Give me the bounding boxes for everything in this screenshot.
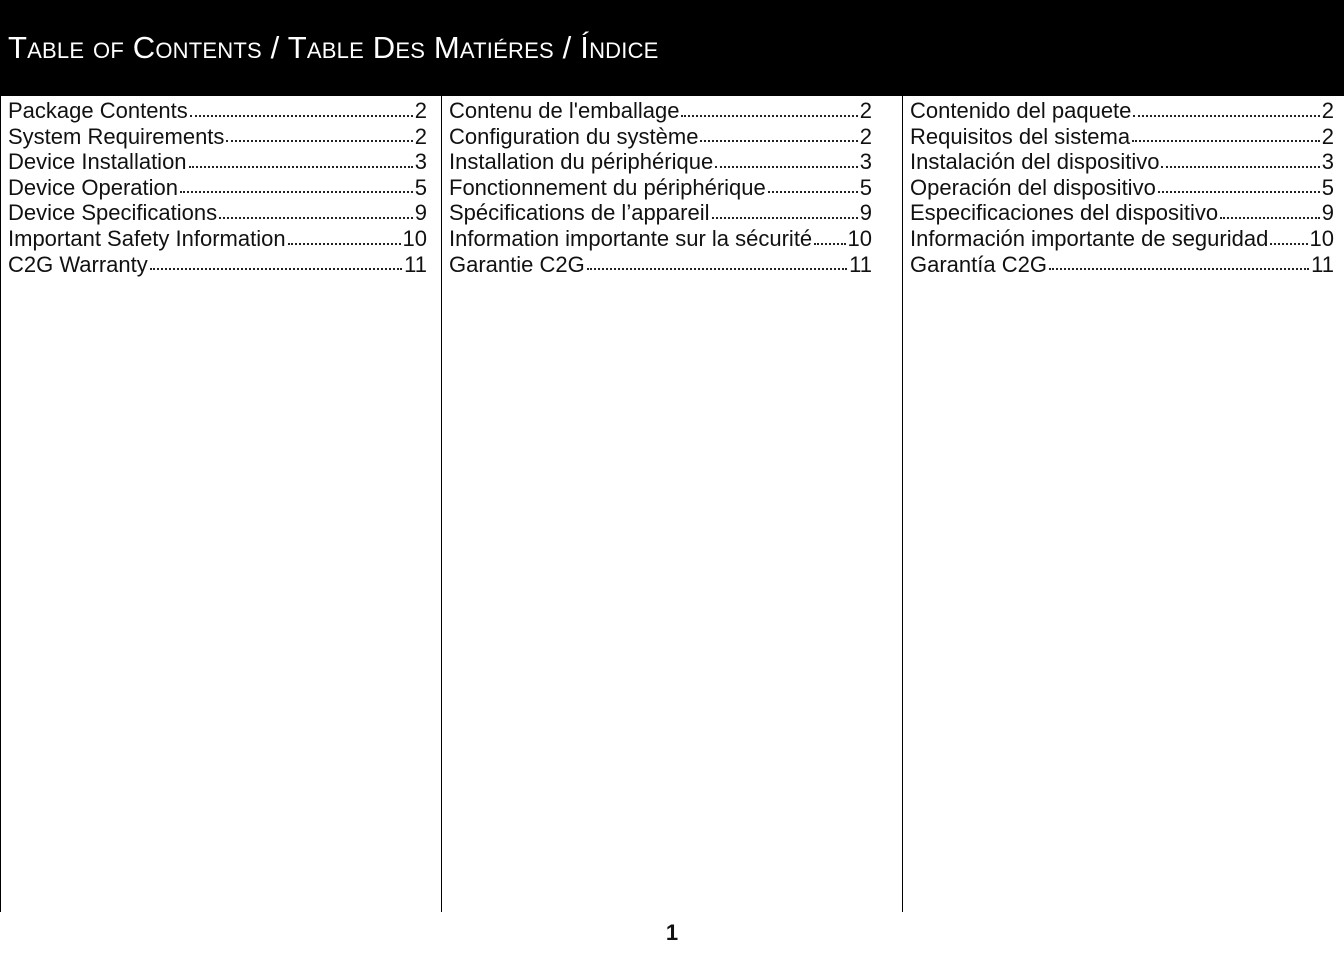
toc-entry [8, 200, 427, 226]
toc-entry-page-number: 2 [859, 123, 872, 149]
toc-entry-label: Operación del dispositivo [910, 174, 1156, 200]
toc-dot-leader [587, 268, 847, 270]
toc-dot-leader [288, 243, 401, 245]
toc-entry [8, 175, 427, 201]
toc-columns [0, 96, 1344, 912]
toc-entry [449, 252, 872, 278]
toc-entry-label: Información importante de seguridad [910, 225, 1269, 251]
toc-entry [910, 124, 1334, 150]
toc-entry [449, 200, 872, 226]
toc-entry [8, 98, 427, 124]
toc-entry [449, 124, 872, 150]
toc-entry-page-number: 9 [1321, 200, 1334, 226]
toc-column-english [0, 96, 442, 912]
toc-entry-page-number: 9 [859, 200, 872, 226]
toc-entry-label: Configuration du système [449, 123, 699, 149]
toc-entry-label: Installation du périphérique [449, 149, 714, 175]
toc-entry-page-number: 10 [847, 225, 872, 251]
toc-dot-leader [1049, 268, 1309, 270]
toc-entry [449, 226, 872, 252]
toc-entry [910, 226, 1334, 252]
toc-list-spanish [910, 96, 1334, 277]
toc-entry-label: Contenu de l'emballage [449, 98, 680, 123]
toc-entry-page-number: 3 [1321, 149, 1334, 175]
toc-dot-leader [150, 268, 402, 270]
toc-entry-page-number: 2 [1321, 123, 1334, 149]
toc-entry [449, 175, 872, 201]
page-title: Table of Contents / Table Des Matiéres / Índice [8, 30, 659, 65]
toc-dot-leader [715, 166, 858, 168]
toc-entry-page-number: 2 [414, 123, 427, 149]
toc-entry-label: System Requirements [8, 123, 225, 149]
toc-entry-page-number: 10 [1309, 225, 1334, 251]
toc-entry-page-number: 5 [414, 174, 427, 200]
toc-dot-leader [1161, 166, 1319, 168]
toc-dot-leader [1220, 217, 1320, 219]
toc-column-spanish [903, 96, 1344, 912]
toc-dot-leader [1270, 243, 1307, 245]
toc-entry [8, 252, 427, 278]
toc-entry-page-number: 3 [859, 149, 872, 175]
toc-entry-label: Device Specifications [8, 200, 218, 226]
toc-dot-leader [700, 140, 857, 142]
toc-list-french [449, 96, 872, 277]
toc-entry-page-number: 3 [414, 149, 427, 175]
toc-entry-page-number: 9 [414, 200, 427, 226]
toc-entry [8, 149, 427, 175]
toc-dot-leader [180, 191, 413, 193]
toc-list-english [8, 96, 427, 277]
toc-dot-leader [1133, 115, 1319, 117]
toc-entry-label: Device Operation [8, 174, 178, 200]
toc-dot-leader [226, 140, 412, 142]
toc-entry [449, 98, 872, 124]
toc-entry [910, 252, 1334, 278]
toc-dot-leader [1132, 140, 1320, 142]
toc-column-french [442, 96, 903, 912]
toc-entry-label: Garantie C2G [449, 251, 585, 277]
toc-entry-label: Requisitos del sistema [910, 123, 1131, 149]
toc-entry-page-number: 11 [1311, 251, 1334, 277]
toc-dot-leader [1158, 191, 1320, 193]
toc-entry-page-number: 10 [402, 225, 427, 251]
toc-entry [8, 226, 427, 252]
toc-entry-label: C2G Warranty [8, 251, 148, 277]
toc-entry-page-number: 2 [414, 98, 427, 123]
toc-entry-label: Information importante sur la sécurité [449, 225, 813, 251]
toc-dot-leader [712, 217, 858, 219]
toc-dot-leader [814, 243, 845, 245]
toc-entry-label: Contenido del paquete [910, 98, 1132, 123]
toc-entry-page-number: 11 [849, 251, 872, 277]
toc-entry-label: Especificaciones del dispositivo [910, 200, 1219, 226]
toc-dot-leader [219, 217, 413, 219]
toc-entry-label: Garantía C2G [910, 251, 1047, 277]
toc-dot-leader [190, 115, 413, 117]
toc-entry-label: Fonctionnement du périphérique [449, 174, 766, 200]
toc-entry [910, 200, 1334, 226]
toc-entry-label: Spécifications de l’appareil [449, 200, 710, 226]
toc-entry-label: Package Contents [8, 98, 188, 123]
toc-dot-leader [189, 166, 413, 168]
toc-entry-page-number: 5 [859, 174, 872, 200]
toc-entry [8, 124, 427, 150]
toc-entry-page-number: 11 [404, 251, 427, 277]
toc-entry [449, 149, 872, 175]
toc-entry [910, 175, 1334, 201]
header-bar [0, 0, 1344, 96]
toc-entry-label: Important Safety Information [8, 225, 286, 251]
toc-dot-leader [768, 191, 858, 193]
toc-entry-page-number: 5 [1321, 174, 1334, 200]
toc-entry [910, 98, 1334, 124]
toc-entry [910, 149, 1334, 175]
toc-dot-leader [681, 115, 857, 117]
toc-entry-page-number: 2 [1321, 98, 1334, 123]
toc-entry-page-number: 2 [859, 98, 872, 123]
toc-entry-label: Device Installation [8, 149, 187, 175]
toc-entry-label: Instalación del dispositivo [910, 149, 1160, 175]
page-number: 1 [665, 920, 679, 945]
